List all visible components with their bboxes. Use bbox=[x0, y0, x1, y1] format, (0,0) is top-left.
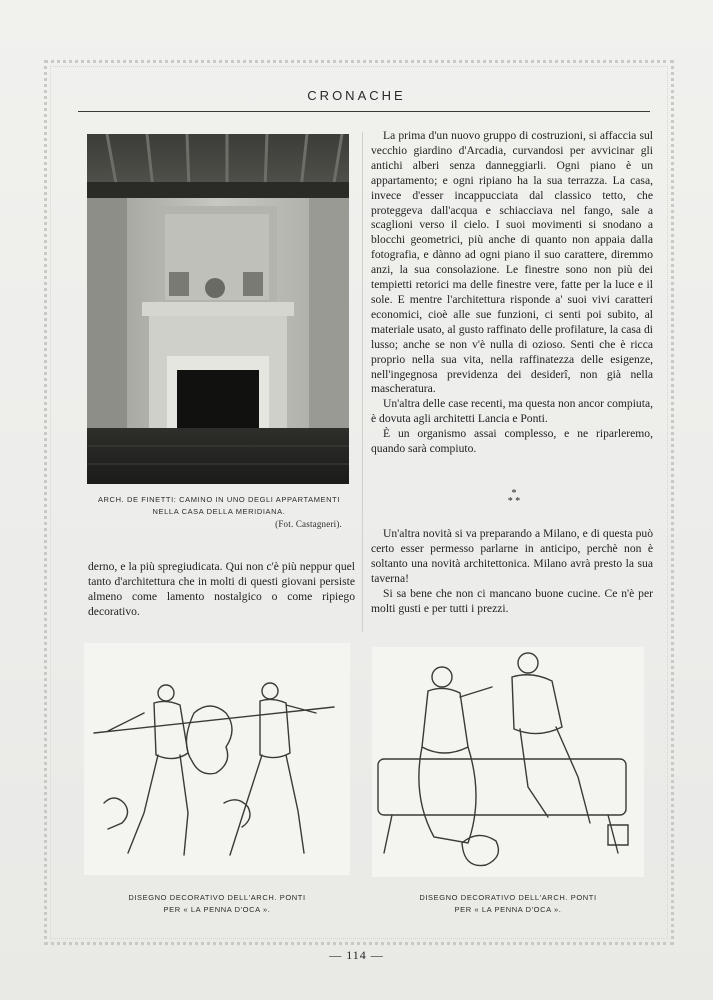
right-paragraph-3: È un organismo assai complesso, e ne riparleremo, quando sarà compiuto. bbox=[371, 427, 653, 456]
fireplace-photo bbox=[87, 134, 349, 484]
section-separator bbox=[502, 490, 526, 506]
photo-credit: (Fot. Castagneri). bbox=[275, 519, 342, 529]
photo-caption bbox=[80, 494, 358, 530]
drawing-right-image bbox=[372, 647, 644, 877]
drawing-right-caption-line2: PER « LA PENNA D'OCA ». bbox=[454, 905, 562, 914]
drawing-left-image bbox=[84, 643, 350, 875]
photo-caption-line1: ARCH. DE FINETTI: CAMINO IN UNO DEGLI APPARTAMENTI bbox=[97, 495, 341, 504]
running-header: CRONACHE bbox=[307, 88, 406, 103]
drawing-right-caption bbox=[372, 892, 644, 916]
separator-asterisks: * * * bbox=[507, 488, 521, 507]
drawing-left-caption-line1: DISEGNO DECORATIVO DELL'ARCH. PONTI bbox=[128, 893, 306, 902]
column-divider bbox=[362, 132, 363, 632]
right-paragraph-4: Un'altra novità si va preparando a Milano, e di questa può certo esser permesso parlarne in anticipo, perchè non è soltanto una novità architettonica. Milano avrà presto la sua taverna! bbox=[371, 527, 653, 585]
left-column-text bbox=[88, 560, 355, 620]
drawing-right-caption-line1: DISEGNO DECORATIVO DELL'ARCH. PONTI bbox=[419, 893, 597, 902]
right-column-text-top bbox=[371, 129, 653, 457]
fireplace-photo-image bbox=[87, 134, 349, 484]
right-paragraph-1: La prima d'un nuovo gruppo di costruzioni, si affaccia sul vecchio giardino d'Arcadia, curvandosi per avvicinar gli antichi alberi senza danneggiarli. Ogni piano è un appartamento; e ogni ripiano ha la sua terrazza. La casa, invece d'esser incappucciata dal classico tetto, che proteggeva dall'acqua e schiacciava nel fango, sale a scaglioni verso il cielo. I suoi movimenti si snodano a blocchi geometrici, più anche di quanto non appaia dalla fotografia, e dànno ad ogni piano il suo carattere, diremmo anzi, la sua consolazione. Le finestre sono non più dei tempietti retorici ma delle finestre vere, fatte per la luce e il sole. E mentre l'architettura risponde a' suoi vivi caratteri economici, cioè alle sue funzioni, ci senti poi subito, al materiale usato, al gusto raffinato delle profilature, la casa di lusso; anche se non v'è nulla di ozioso. Senti che è ricca proprio nella sua vita, nella raffinatezza delle esigenze, nell'ingegnosa previdenza dei desiderî, non già nella mascheratura. bbox=[371, 129, 653, 396]
drawing-left bbox=[84, 643, 350, 875]
page-number: — 114 — bbox=[329, 948, 384, 962]
drawing-left-caption-line2: PER « LA PENNA D'OCA ». bbox=[163, 905, 271, 914]
drawing-right bbox=[372, 647, 644, 877]
right-paragraph-2: Un'altra delle case recenti, ma questa non ancor compiuta, è dovuta agli architetti Lancia e Ponti. bbox=[371, 397, 653, 426]
left-paragraph-1: derno, e la più spregiudicata. Qui non c'è più neppur quel tanto d'architettura che in molti di questi giovani persiste almeno come lamento nostalgico o come ripiego decorativo. bbox=[88, 560, 355, 618]
header-rule bbox=[78, 111, 650, 112]
photo-caption-line2: NELLA CASA DELLA MERIDIANA. bbox=[152, 507, 286, 516]
right-paragraph-5: Si sa bene che non ci mancano buone cucine. Ce n'è per molti gusti e per tutti i prezzi. bbox=[371, 586, 653, 615]
right-column-text-bottom bbox=[371, 527, 653, 616]
drawing-left-caption bbox=[84, 892, 350, 916]
